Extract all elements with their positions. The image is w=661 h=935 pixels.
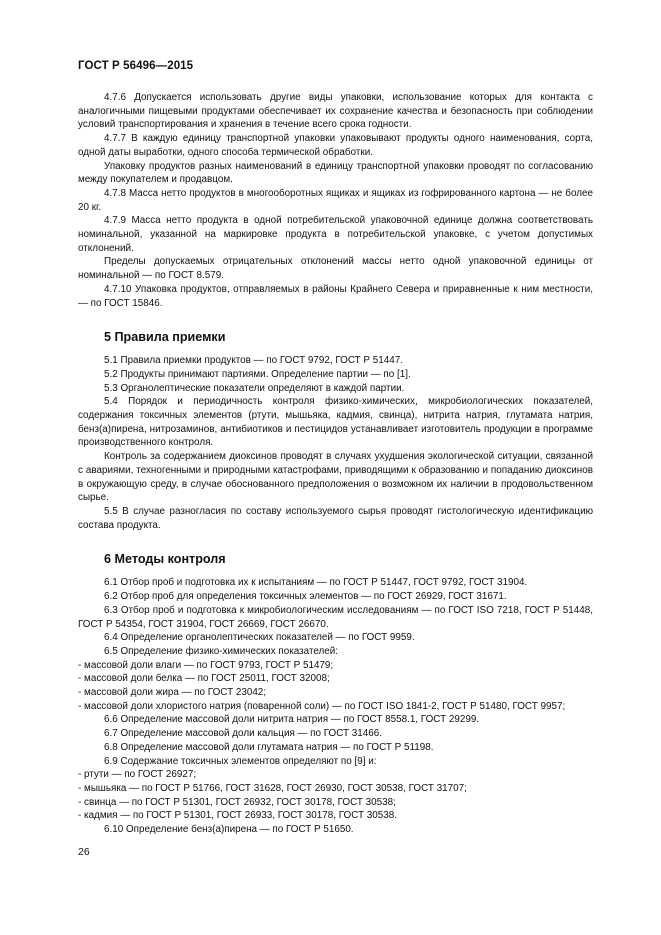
- paragraph: 6.6 Определение массовой доли нитрита натрия — по ГОСТ 8558.1, ГОСТ 29299.: [104, 714, 480, 726]
- page-number: 26: [78, 846, 90, 858]
- paragraph: 6.9 Содержание токсичных элементов определяют по [9] и:: [104, 755, 377, 767]
- page-content: [78, 91, 593, 837]
- paragraph: 6.7 Определение массовой доли кальция — по ГОСТ 31466.: [104, 728, 383, 740]
- paragraph: 4.7.7 В каждую единицу транспортной упаковки упаковывают продукты одного наименования, сорта, одной даты выработки, одного способа термической обработки.: [78, 133, 593, 158]
- paragraph: 5.5 В случае разногласия по составу используемого сырья проводят гистологическую идентификацию состава продукта.: [78, 505, 593, 531]
- section-5-heading: 5 Правила приемки: [104, 330, 226, 345]
- paragraph: 4.7.10 Упаковка продуктов, отправляемых в районы Крайнего Севера и приравненные к ним местности, — по ГОСТ 15846.: [78, 283, 593, 309]
- paragraph: 6.3 Отбор проб и подготовка к микробиологическим исследованиям — по ГОСТ ISO 7218, ГОСТ Р 51448, ГОСТ Р 54354, ГОСТ 31904, ГОСТ 26669, ГОСТ 26670.: [78, 604, 593, 630]
- standard-header: ГОСТ Р 56496—2015: [78, 60, 194, 72]
- paragraph: 6.5 Определение физико-химических показателей:: [104, 645, 339, 657]
- section-5-body: [78, 354, 593, 532]
- list-item: - свинца — по ГОСТ Р 51301, ГОСТ 26932, ГОСТ 30178, ГОСТ 30538;: [78, 796, 396, 808]
- paragraph: Пределы допускаемых отрицательных отклонений массы нетто одной упаковочной единицы от номинальной — по ГОСТ 8.579.: [78, 256, 593, 282]
- list-item: - массовой доли хлористого натрия (поваренной соли) — по ГОСТ ISO 1841-2, ГОСТ Р 51480, ГОСТ 9957;: [78, 700, 566, 712]
- paragraph: 4.7.9 Масса нетто продукта в одной потребительской упаковочной единице должна соответствовать номинальной, указанной на маркировке продукта в потребительской упаковке, с учетом допустимых отклонений.: [78, 215, 593, 254]
- paragraph: 6.4 Определение органолептических показателей — по ГОСТ 9959.: [104, 632, 415, 644]
- list-item: - массовой доли белка — по ГОСТ 25011, ГОСТ 32008;: [78, 673, 330, 685]
- paragraph: 6.1 Отбор проб и подготовка их к испытаниям — по ГОСТ Р 51447, ГОСТ 9792, ГОСТ 31904.: [104, 577, 528, 589]
- paragraph: Упаковку продуктов разных наименований в единицу транспортной упаковки проводят по согласованию между покупателем и продавцом.: [78, 160, 593, 186]
- paragraph: 5.3 Органолептические показатели определяют в каждой партии.: [104, 382, 405, 394]
- list-item: - массовой доли влаги — по ГОСТ 9793, ГОСТ Р 51479;: [78, 659, 334, 671]
- paragraph: 4.7.8 Масса нетто продуктов в многооборотных ящиках и ящиках из гофрированного картона — не более 20 кг.: [78, 187, 593, 213]
- list-item: - мышьяка — по ГОСТ Р 51766, ГОСТ 31628, ГОСТ 26930, ГОСТ 30538, ГОСТ 31707;: [78, 782, 467, 794]
- paragraph: 6.2 Отбор проб для определения токсичных элементов — по ГОСТ 26929, ГОСТ 31671.: [104, 591, 507, 603]
- paragraph: 4.7.6 Допускается использовать другие виды упаковки, использование которых для контакта с аналогичными пищевыми продуктами обеспечивает их сохранение качества и безопасность при соблюдении условий транспортирования и хранения в течение всего срока годности.: [78, 92, 593, 131]
- list-item: - кадмия — по ГОСТ Р 51301, ГОСТ 26933, ГОСТ 30178, ГОСТ 30538.: [78, 810, 398, 822]
- paragraph: 6.8 Определение массовой доли глутамата натрия — по ГОСТ Р 51198.: [104, 741, 434, 753]
- list-item: - ртути — по ГОСТ 26927;: [78, 769, 197, 781]
- paragraph: 5.1 Правила приемки продуктов — по ГОСТ 9792, ГОСТ Р 51447.: [104, 355, 403, 367]
- paragraph: Контроль за содержанием диоксинов проводят в случаях ухудшения экологической ситуации, связанной с авариями, техногенными и природными катастрофами, приводящими к образованию и попаданию диоксинов в окружающую среду, в случае обоснованного предположения о возможном их наличии в продовольственном сырье.: [78, 451, 593, 504]
- section-6-heading: 6 Методы контроля: [104, 552, 226, 567]
- section-6-body: [78, 576, 593, 836]
- paragraph: 5.4 Порядок и периодичность контроля физико-химических, микробиологических показателей, содержания токсичных элементов (ртути, мышьяка, кадмия, свинца), нитрита натрия, глутамата натрия, бенз(а)пирена, нитрозаминов, антибиотиков и пестицидов устанавливает изготовитель продукции в программе производственного контроля.: [78, 396, 593, 449]
- paragraph: 5.2 Продукты принимают партиями. Определение партии — по [1].: [104, 368, 411, 380]
- list-item: - массовой доли жира — по ГОСТ 23042;: [78, 687, 267, 699]
- paragraph: 6.10 Определение бенз(а)пирена — по ГОСТ Р 51650.: [104, 824, 354, 836]
- packaging-block: [78, 91, 593, 310]
